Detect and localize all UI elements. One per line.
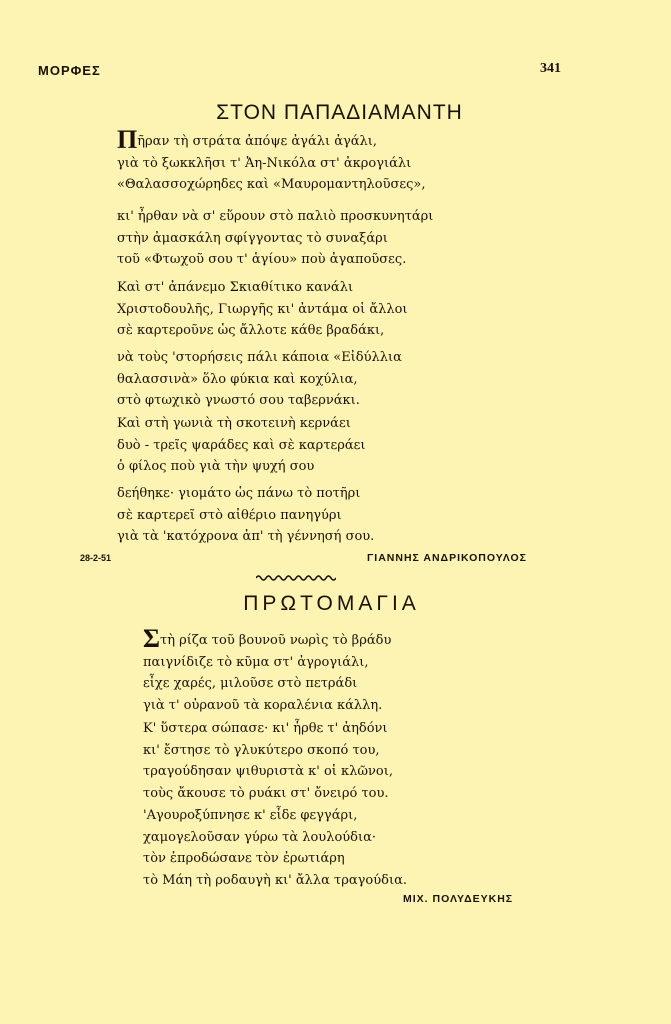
poem2-stanza-1 (143, 624, 392, 716)
poem1-line: γιὰ τὰ 'κατόχρονα ἀπ' τὴ γέννησή σου. (117, 529, 375, 544)
poem1-line: σὲ καρτεροῦνε ὡς ἄλλοτε κάθε βραδάκι, (117, 323, 385, 338)
poem2-line: γιὰ τ' οὐρανοῦ τὰ κοραλένια κάλλη. (143, 697, 383, 713)
running-header: ΜΟΡΦΕΣ (38, 63, 101, 78)
poem2-stanza-2 (143, 718, 393, 804)
poem1-line: στὴν ἀμασκάλη σφίγγοντας τὸ συναξάρι (117, 230, 388, 246)
poem1-line: «Θαλασσοχώρηδες καὶ «Μαυρομαντηλοῦσες», (117, 177, 426, 192)
poem1-line: δεήθηκε· γιομάτο ὡς πάνω τὸ ποτῆρι (117, 486, 361, 501)
poem1-line: στὸ φτωχικὸ γνωστό σου ταβερνάκι. (117, 393, 360, 408)
poem1-line: τοῦ «Φτωχοῦ σου τ' ἁγίου» ποὺ ἀγαποῦσες. (117, 252, 407, 267)
poem1-stanza-2 (117, 206, 433, 271)
poem1-line: δυὸ - τρεῖς ψαράδες καὶ σὲ καρτεράει (117, 437, 366, 453)
poem2-line: τὸν ἐπροδώσανε τὸν ἐρωτιάρη (143, 851, 345, 866)
poem1-stanza-3 (117, 277, 408, 342)
poem2-title: ΠΡΩΤΟΜΑΓΙΑ (243, 592, 420, 615)
poem1-stanza-4 (117, 347, 402, 412)
poem2-line: τοὺς ἄκουσε τὸ ρυάκι στ' ὄνειρό του. (143, 785, 389, 801)
poem1-stanza-6 (117, 483, 374, 548)
poem1-title: ΣΤΟΝ ΠΑΠΑΔΙΑΜΑΝΤΗ (216, 101, 463, 124)
poem1-author: ΓΙΑΝΝΗΣ ΑΝΔΡΙΚΟΠΟΥΛΟΣ (367, 552, 527, 564)
poem2-line: τὸ Μάη τὴ ροδαυγὴ κι' ἄλλα τραγούδια. (143, 872, 407, 888)
poem2-line: χαμογελοῦσαν γύρω τὰ λουλούδια· (143, 829, 377, 845)
poem1-date: 28-2-51 (80, 553, 112, 563)
poem1-line: θαλασσινὰ» ὅλο φύκια καὶ κοχύλια, (117, 371, 358, 387)
wavy-divider-ornament (256, 573, 336, 583)
page-number: 341 (540, 61, 561, 76)
poem1-line: νὰ τοὺς 'στορήσεις πάλι κάποια «Εἰδύλλια (117, 350, 402, 365)
poem2-line: εἶχε χαρές, μιλοῦσε στὸ πετράδι (143, 676, 358, 691)
poem2-line: 'Αγουροξύπνησε κ' εἶδε φεγγάρι, (143, 808, 358, 823)
poem1-stanza-5 (117, 413, 366, 478)
poem1-line: σὲ καρτερεῖ στὸ αἰθέριο πανηγύρι (117, 507, 342, 523)
poem2-dropcap: Σ (143, 624, 160, 653)
poem1-line: κι' ἦρθαν νὰ σ' εὕρουν στὸ παλιὸ προσκυνητάρι (117, 209, 434, 224)
poem1-line: Καὶ στ' ἀπάνεμο Σκιαθίτικο κανάλι (117, 280, 354, 295)
poem1-line: γιὰ τὸ ξωκκλῆσι τ' Ἀη-Νικόλα στ' ἀκρογιάλι (117, 155, 412, 171)
poem2-line: Κ' ὕστερα σώπασε· κι' ἦρθε τ' ἀηδόνι (143, 721, 388, 736)
poem2-line: Στὴ ρίζα τοῦ βουνοῦ νωρὶς τὸ βράδυ (143, 624, 392, 653)
poem1-line: Καὶ στὴ γωνιὰ τὴ σκοτεινὴ κερνάει (117, 416, 351, 431)
poem1-dropcap: Π (117, 125, 138, 154)
poem1-line: Χριστοδουλῆς, Γιωργῆς κι' ἀντάμα οἱ ἄλλοι (117, 301, 408, 317)
poem1-line: Πῆραν τὴ στράτα ἀπόψε ἀγάλι ἀγάλι, (117, 125, 377, 154)
poem2-line: κι' ἔστησε τὸ γλυκύτερο σκοπό του, (143, 742, 380, 758)
poem2-line: παιγνίδιζε τὸ κῦμα στ' ἀγρογιάλι, (143, 654, 369, 670)
poem1-line: ὁ φίλος ποὺ γιὰ τὴν ψυχή σου (117, 459, 315, 474)
poem2-author: ΜΙΧ. ΠΟΛΥΔΕΥΚΗΣ (403, 893, 514, 905)
poem1-stanza-1 (117, 125, 426, 196)
poem2-stanza-3 (143, 805, 407, 891)
poem2-line: τραγούδησαν ψιθυριστὰ κ' οἱ κλῶνοι, (143, 764, 393, 779)
